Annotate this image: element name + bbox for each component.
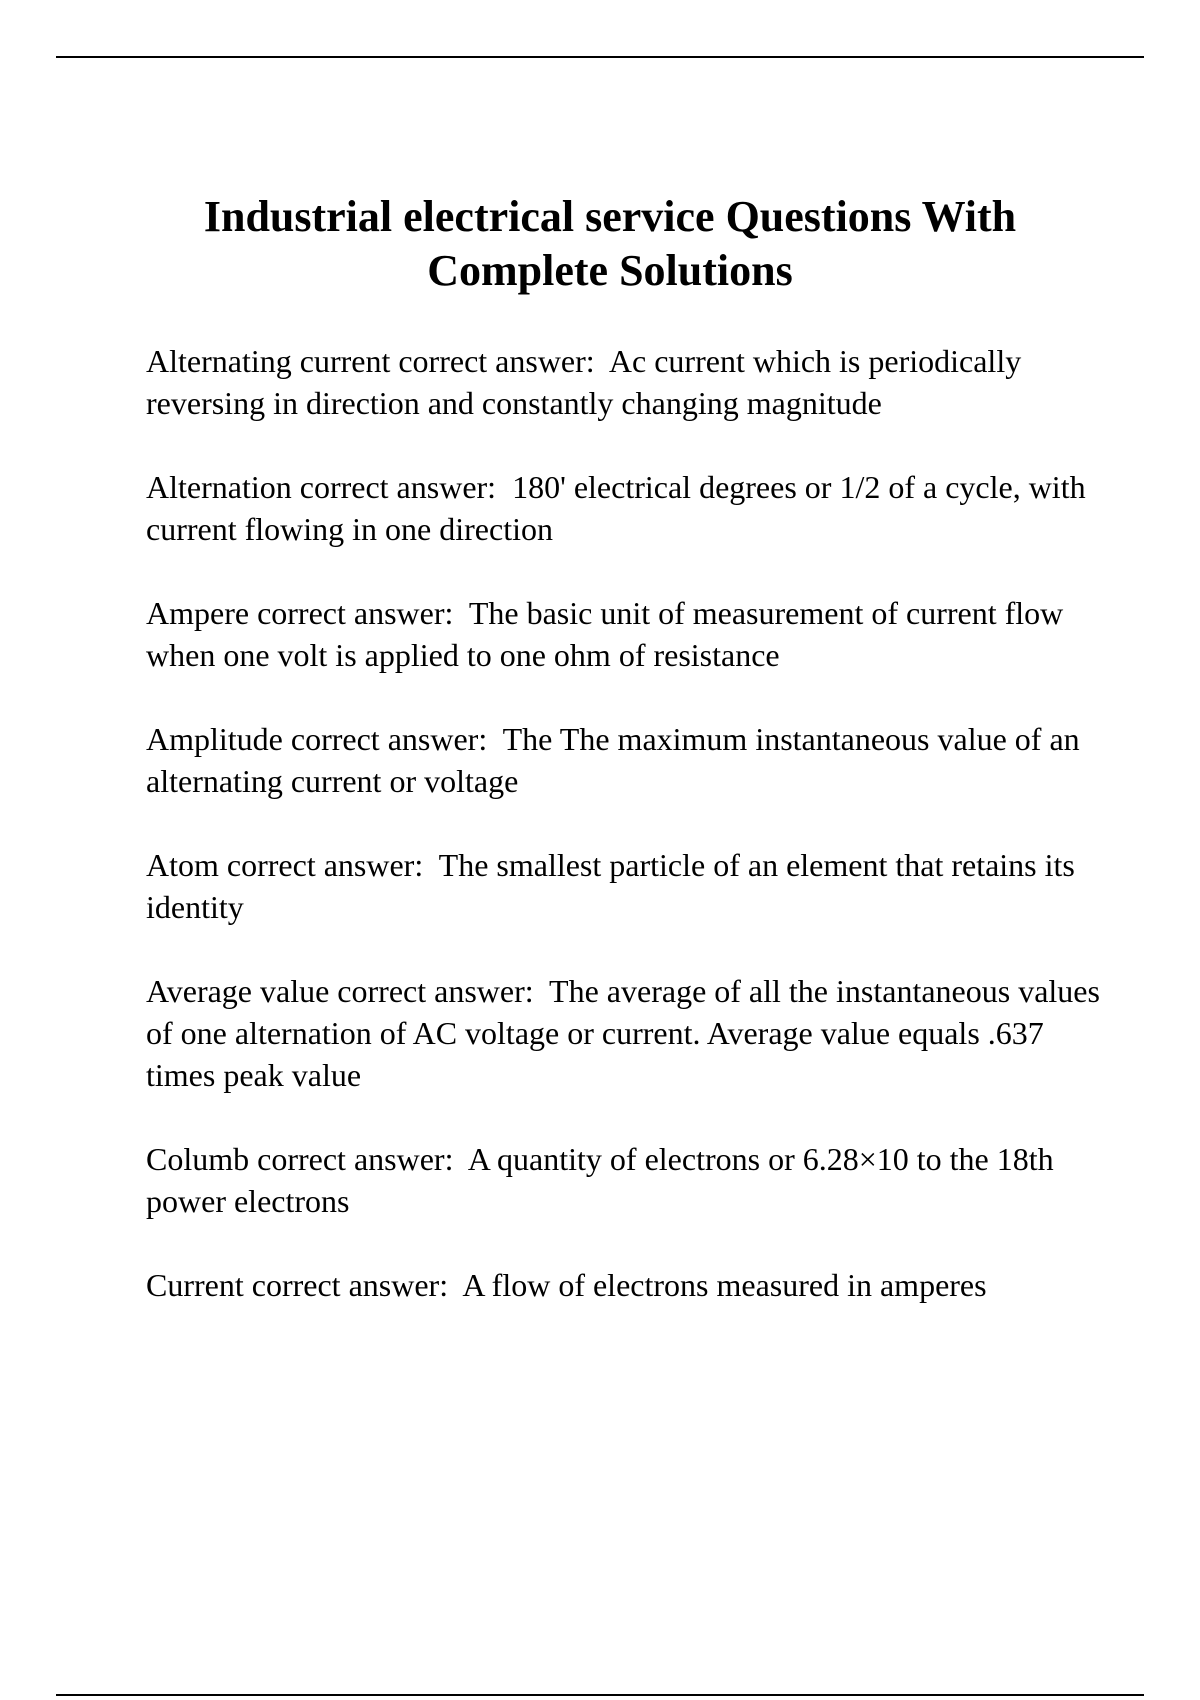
top-rule	[56, 56, 1144, 58]
qa-entry-atom: Atom correct answer: The smallest particle of an element that retains its identity	[146, 847, 1083, 925]
qa-entry-ampere: Ampere correct answer: The basic unit of measurement of current flow when one volt is applied to one ohm of resistance	[146, 595, 1072, 673]
qa-list	[146, 340, 1106, 1348]
qa-entry-alternating-current: Alternating current correct answer: Ac current which is periodically reversing in direction and constantly changing magnitude	[146, 343, 1030, 421]
qa-entry-amplitude: Amplitude correct answer: The The maximum instantaneous value of an alternating current or voltage	[146, 721, 1088, 799]
qa-entry-alternation: Alternation correct answer: 180' electrical degrees or 1/2 of a cycle, with current flowing in one direction	[146, 469, 1094, 547]
qa-entry-current: Current correct answer: A flow of electrons measured in amperes	[146, 1267, 987, 1303]
page-title: Industrial electrical service Questions With Complete Solutions	[203, 192, 1017, 295]
bottom-rule	[56, 1694, 1144, 1696]
qa-entry-average-value: Average value correct answer: The average of all the instantaneous values of one alternation of AC voltage or current. Average value equals .637 times peak value	[146, 973, 1108, 1093]
qa-entry-columb: Columb correct answer: A quantity of electrons or 6.28×10 to the 18th power electrons	[146, 1141, 1062, 1219]
